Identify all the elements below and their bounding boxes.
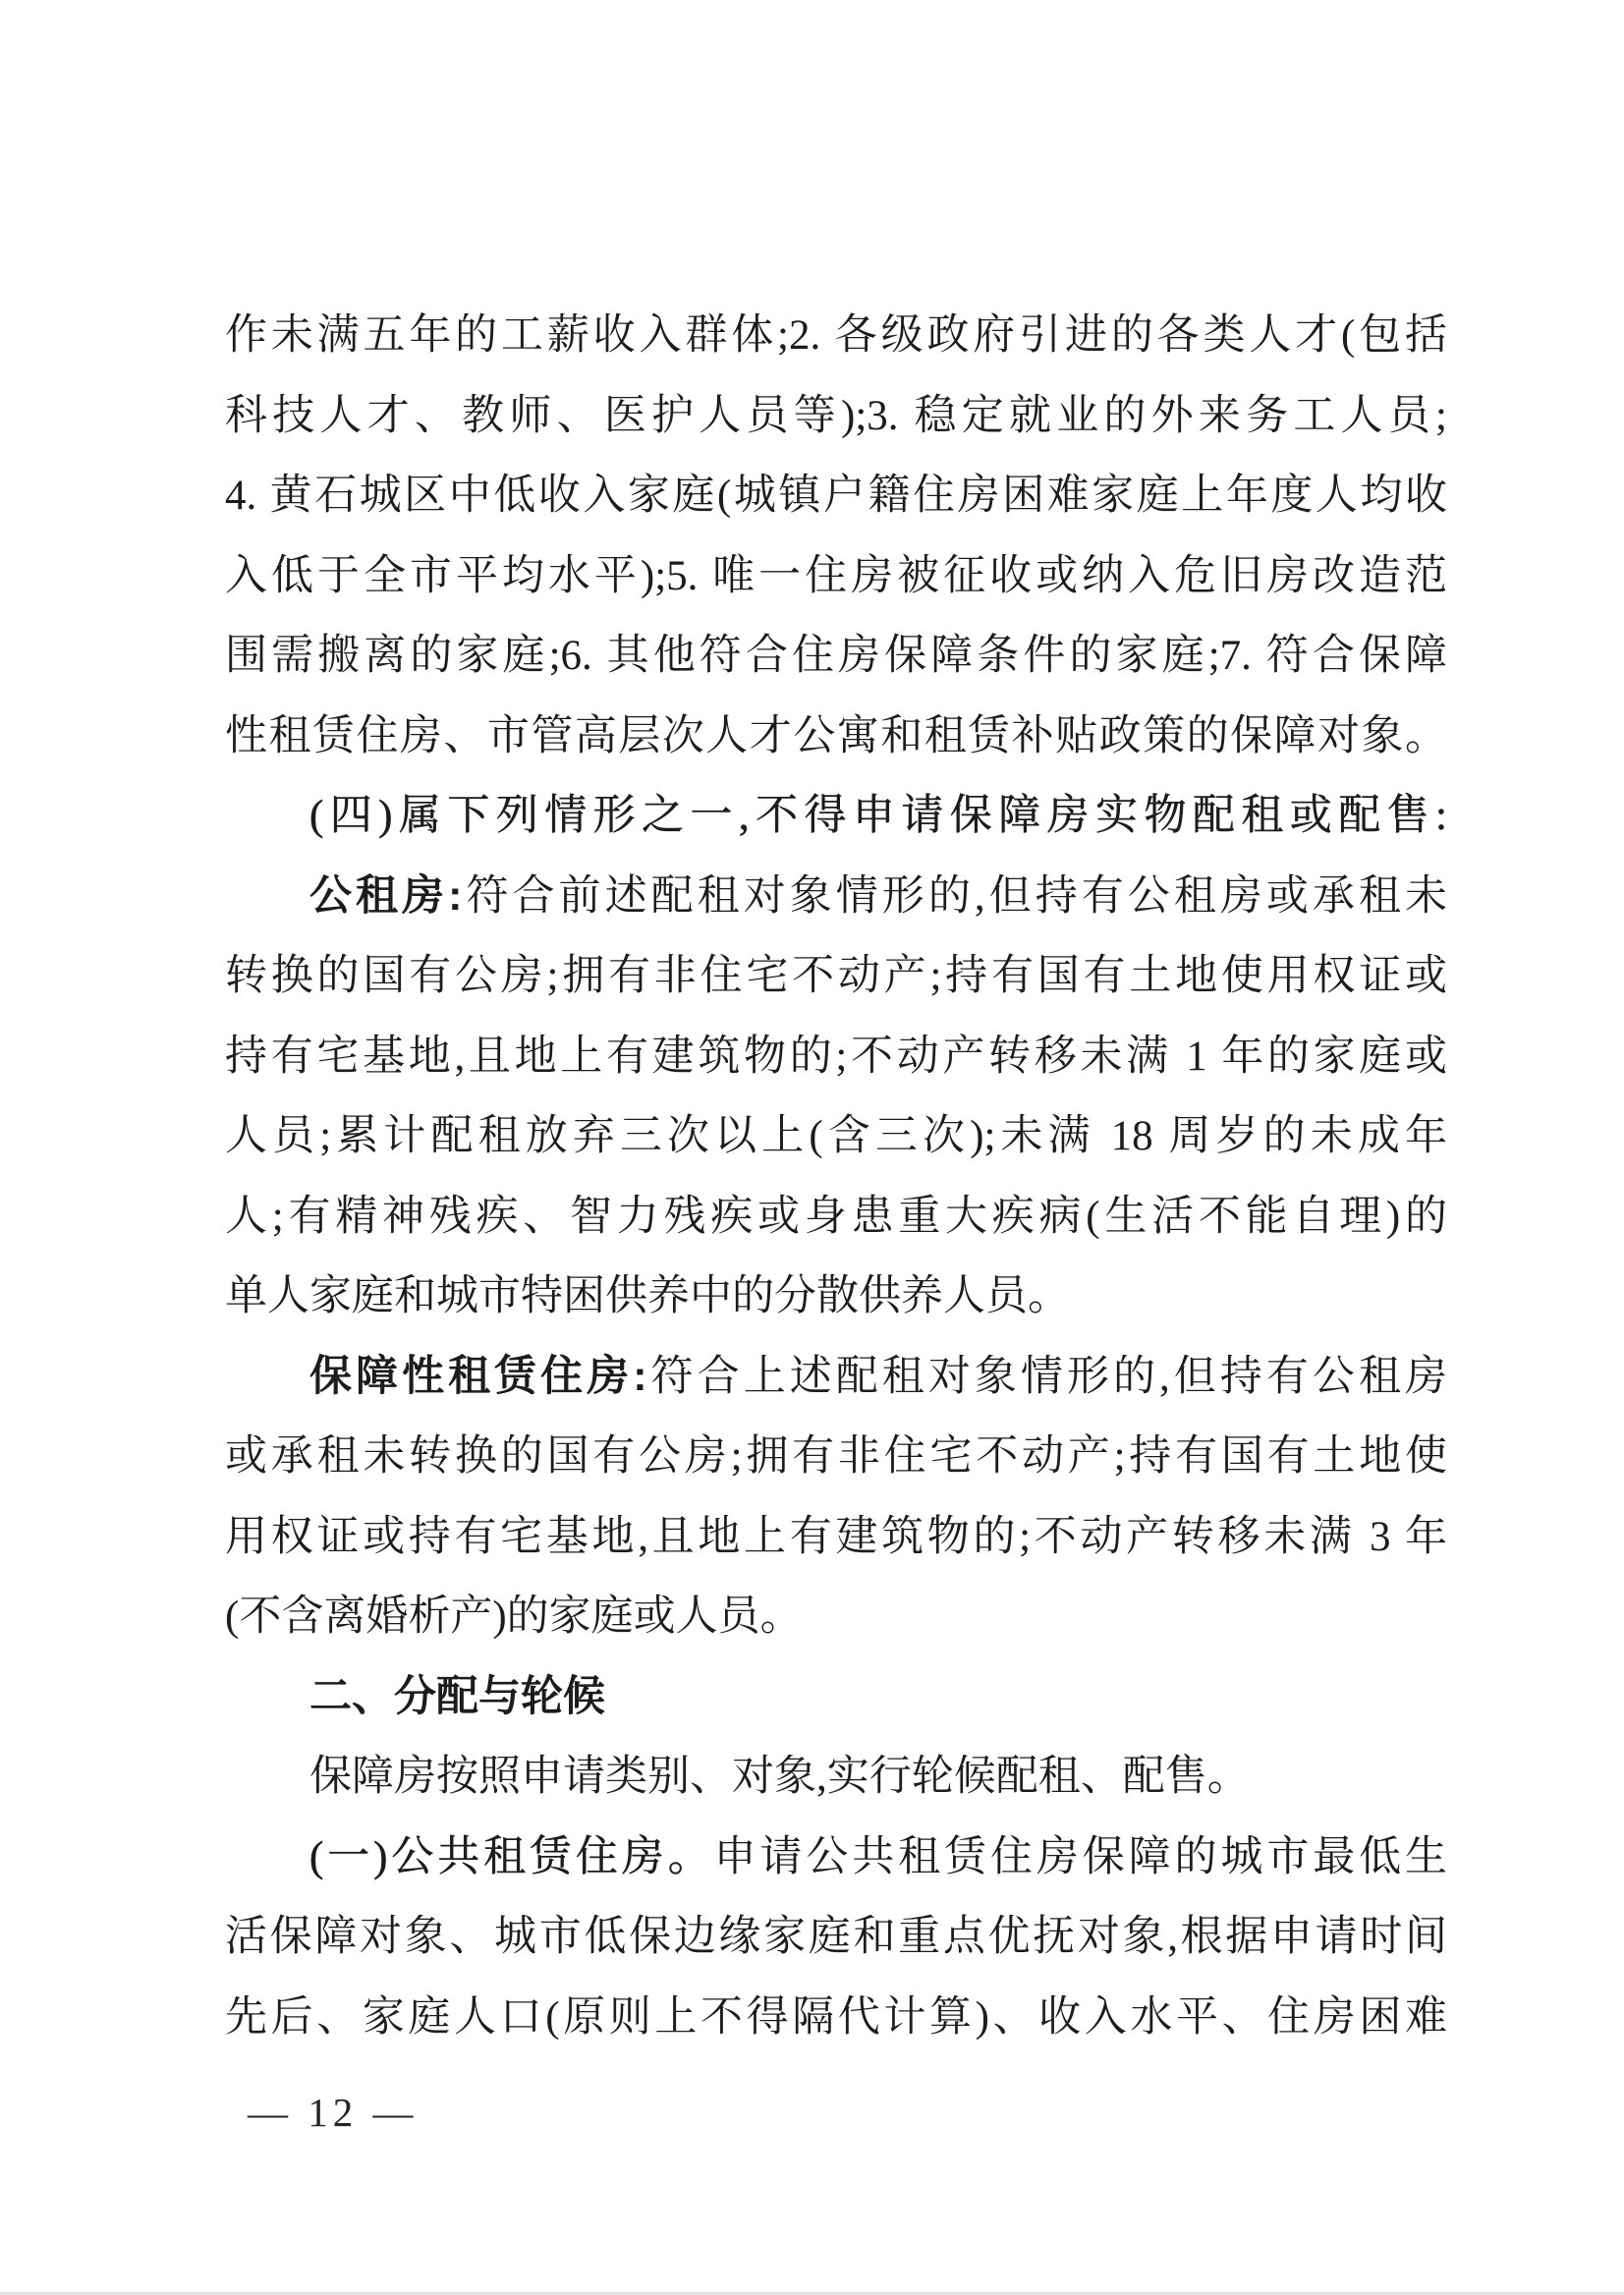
text-line <box>225 1177 1447 1258</box>
text-line <box>225 376 1447 457</box>
text-line <box>225 296 1447 376</box>
paragraph-text: (不含离婚析产)的家庭或人员。 <box>225 1594 803 1640</box>
document-body <box>225 296 1447 2057</box>
paragraph-text: 人员;累计配租放弃三次以上(含三次);未满 18 周岁的未成年 <box>225 1113 1447 1159</box>
section-heading-allocation-and-waiting <box>225 1657 1447 1738</box>
text-line <box>225 536 1447 617</box>
text-line <box>225 1577 1447 1657</box>
paragraph-text: 4. 黄石城区中低收入家庭(城镇户籍住房困难家庭上年度人均收 <box>225 473 1447 519</box>
paragraph-public-rental-housing-restrictions <box>225 857 1447 1337</box>
paragraph-text: 活保障对象、城市低保边缘家庭和重点优抚对象,根据申请时间 <box>225 1914 1447 1960</box>
paragraph-affordable-rental-housing-restrictions <box>225 1337 1447 1657</box>
paragraph-lead: 公租房: <box>309 871 463 920</box>
text-line <box>225 697 1447 777</box>
subheading-item-four <box>225 776 1447 857</box>
text-line <box>225 1337 1447 1418</box>
paragraph-text: 入低于全市平均水平);5. 唯一住房被征收或纳入危旧房改造范 <box>225 552 1447 599</box>
text-line <box>225 1897 1447 1978</box>
paragraph-text: 先后、家庭人口(原则上不得隔代计算)、收入水平、住房困难 <box>225 1993 1447 2041</box>
paragraph-text: 单人家庭和城市特困供养中的分散供养人员。 <box>225 1273 1070 1319</box>
text-line <box>225 1417 1447 1497</box>
text-line <box>225 616 1447 697</box>
paragraph-allocation-intro <box>225 1737 1447 1818</box>
paragraph-text: (四)属下列情形之一,不得申请保障房实物配租或配售: <box>309 793 1447 839</box>
paragraph-text: 符合上述配租对象情形的,但持有公租房 <box>646 1353 1447 1400</box>
paragraph-text: 符合前述配租对象情形的,但持有公租房或承租未 <box>462 872 1447 920</box>
text-line <box>225 1818 1447 1898</box>
text-line <box>225 1096 1447 1177</box>
paragraph-text: 或承租未转换的国有公房;拥有非住宅不动产;持有国有土地使 <box>225 1433 1447 1480</box>
paragraph-text: 转换的国有公房;拥有非住宅不动产;持有国有土地使用权证或 <box>225 953 1447 999</box>
paragraph-text: 人;有精神残疾、智力残疾或身患重大疾病(生活不能自理)的 <box>225 1193 1447 1240</box>
text-line <box>225 1657 1447 1738</box>
text-line <box>225 1497 1447 1578</box>
paragraph-text: 围需搬离的家庭;6. 其他符合住房保障条件的家庭;7. 符合保障 <box>225 633 1447 679</box>
paragraph-text: 科技人才、教师、医护人员等);3. 稳定就业的外来务工人员; <box>225 392 1447 439</box>
paragraph-lead: 保障性租赁住房: <box>309 1352 647 1400</box>
paragraph-text: (一)公共租赁住房。 <box>309 1833 714 1880</box>
text-line <box>225 1978 1447 2058</box>
text-line <box>225 1017 1447 1097</box>
paragraph-text: 二、分配与轮候 <box>309 1672 605 1720</box>
text-line <box>225 1257 1447 1337</box>
paragraph-text: 作未满五年的工薪收入群体;2. 各级政府引进的各类人才(包括 <box>225 312 1447 359</box>
paragraph-text: 性租赁住房、市管高层次人才公寓和租赁补贴政策的保障对象。 <box>225 712 1447 759</box>
text-line <box>225 936 1447 1017</box>
paragraph-item-one-public-rental <box>225 1818 1447 2058</box>
text-line <box>225 1737 1447 1818</box>
text-line <box>225 776 1447 857</box>
page-footer <box>248 2089 419 2136</box>
text-line <box>225 857 1447 937</box>
paragraph-text: 持有宅基地,且地上有建筑物的;不动产转移未满 1 年的家庭或 <box>225 1033 1447 1080</box>
paragraph-text: 申请公共租赁住房保障的城市最低生 <box>713 1833 1448 1880</box>
continuation-paragraph-eligible-groups <box>225 296 1447 776</box>
paragraph-text: 保障房按照申请类别、对象,实行轮候配租、配售。 <box>309 1754 1250 1800</box>
paragraph-text: 用权证或持有宅基地,且地上有建筑物的;不动产转移未满 3 年 <box>225 1513 1447 1560</box>
page-number: — 12 — <box>248 2090 419 2135</box>
text-line <box>225 456 1447 536</box>
